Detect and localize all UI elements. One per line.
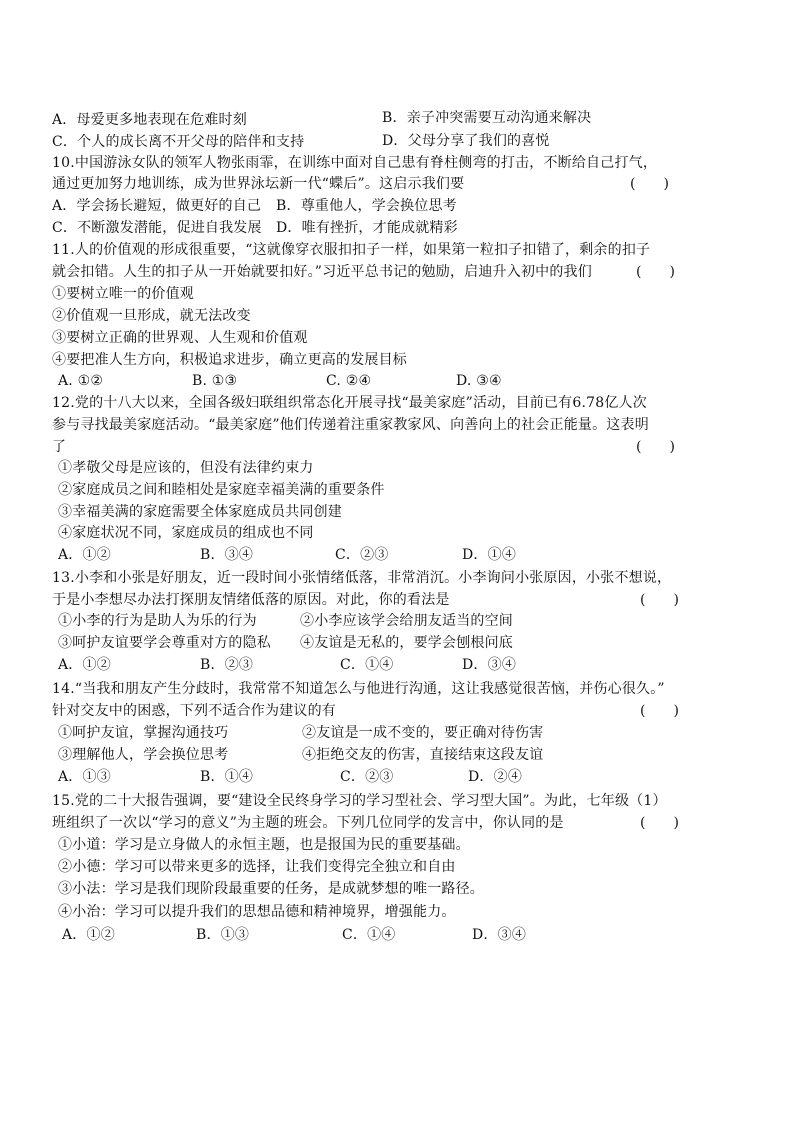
q12-statement-1: ①孝敬父母是应该的，但没有法律约束力 bbox=[58, 460, 314, 476]
q13-statement-4: ④友谊是无私的，要学会刨根问底 bbox=[300, 635, 513, 651]
q10-stem-line1: 10.中国游泳女队的领军人物张雨霏，在训练中面对自己患有脊柱侧弯的打击，不断给自己打气， bbox=[52, 155, 658, 171]
q13-statement-1: ①小李的行为是助人为乐的行为 bbox=[58, 613, 257, 629]
q15-statement-3: ③小法：学习是我们现阶段最重要的任务，是成就梦想的唯一路径。 bbox=[58, 881, 484, 897]
q13-option-c: C．①④ bbox=[340, 657, 394, 673]
q13-stem-line2: 于是小李想尽办法打探朋友情绪低落的原因。对此，你的看法是 bbox=[52, 592, 450, 608]
q9-option-b: B．亲子冲突需要互动沟通来解决 bbox=[382, 110, 592, 126]
q14-statement-4: ④拒绝交友的伤害，直接结束这段友谊 bbox=[302, 747, 544, 763]
q12-option-d: D．①④ bbox=[462, 547, 517, 563]
q12-statement-3: ③幸福美满的家庭需要全体家庭成员共同创建 bbox=[58, 504, 342, 520]
q14-statement-2: ②友谊是一成不变的，要正确对待伤害 bbox=[302, 725, 544, 741]
q10-option-a: A．学会扬长避短，做更好的自己 bbox=[52, 198, 262, 214]
q15-stem-line2: 班组织了一次以“学习的意义”为主题的班会。下列几位同学的发言中，你认同的是 bbox=[52, 815, 564, 831]
q11-stem-line1: 11.人的价值观的形成很重要，“这就像穿衣服扣扣子一样，如果第一粒扣子扣错了，剩余的扣子 bbox=[52, 242, 651, 258]
q11-answer-blank: ( ) bbox=[636, 264, 675, 280]
q9-option-d: D．父母分享了我们的喜悦 bbox=[382, 133, 550, 149]
q10-option-d: D．唯有挫折，才能成就精彩 bbox=[276, 220, 458, 236]
q9-option-a: A．母爱更多地表现在危难时刻 bbox=[52, 112, 247, 128]
q12-answer-blank: ( ) bbox=[636, 439, 675, 455]
q13-stem-line1: 13.小李和小张是好朋友，近一段时间小张情绪低落，非常消沉。小李询问小张原因，小张不想说， bbox=[52, 570, 672, 586]
q11-statement-1: ①要树立唯一的价值观 bbox=[52, 286, 194, 302]
q11-option-d: D. ③④ bbox=[456, 373, 502, 389]
q10-answer-blank: ( ) bbox=[630, 176, 669, 192]
q11-statement-3: ③要树立正确的世界观、人生观和价值观 bbox=[52, 330, 308, 346]
q14-option-a: A．①③ bbox=[58, 769, 111, 785]
q15-option-c: C．①④ bbox=[342, 927, 396, 943]
q14-statement-1: ①呵护友谊，掌握沟通技巧 bbox=[58, 725, 229, 741]
q15-answer-blank: ( ) bbox=[640, 815, 679, 831]
q10-stem-line2: 通过更加努力地训练，成为世界泳坛新一代“蝶后”。这启示我们要 bbox=[52, 176, 465, 192]
q10-option-c: C．不断激发潜能，促进自我发展 bbox=[52, 220, 262, 236]
q9-option-c: C．个人的成长离不开父母的陪伴和支持 bbox=[52, 134, 305, 150]
q13-answer-blank: ( ) bbox=[640, 592, 679, 608]
q15-statement-2: ②小德：学习可以带来更多的选择，让我们变得完全独立和自由 bbox=[58, 859, 456, 875]
q11-statement-2: ②价值观一旦形成，就无法改变 bbox=[52, 308, 251, 324]
q15-statement-1: ①小道：学习是立身做人的永恒主题，也是报国为民的重要基础。 bbox=[58, 837, 470, 853]
q10-option-b: B．尊重他人，学会换位思考 bbox=[276, 198, 457, 214]
q14-option-c: C．②③ bbox=[340, 769, 394, 785]
q12-statement-2: ②家庭成员之间和睦相处是家庭幸福美满的重要条件 bbox=[58, 482, 385, 498]
q11-option-b: B. ①③ bbox=[192, 373, 238, 389]
q13-statement-3: ③呵护友谊要学会尊重对方的隐私 bbox=[58, 635, 271, 651]
q12-option-b: B．③④ bbox=[200, 547, 254, 563]
q12-option-c: C．②③ bbox=[335, 547, 389, 563]
q13-option-b: B．②③ bbox=[200, 657, 254, 673]
q11-option-a: A. ①② bbox=[58, 373, 104, 389]
q14-answer-blank: ( ) bbox=[640, 703, 679, 719]
q11-statement-4: ④要把准人生方向，积极追求进步，确立更高的发展目标 bbox=[52, 352, 407, 368]
q14-stem-line1: 14.“当我和朋友产生分歧时，我常常不知道怎么与他进行沟通，这让我感觉很苦恼，并伤心很久。” bbox=[52, 681, 665, 697]
q12-statement-4: ④家庭状况不同，家庭成员的组成也不同 bbox=[58, 525, 314, 541]
q11-stem-line2: 就会扣错。人生的扣子从一开始就要扣好。”习近平总书记的勉励，启迪升入初中的我们 bbox=[52, 264, 592, 280]
q11-option-c: C. ②④ bbox=[326, 373, 372, 389]
q15-option-a: A．①② bbox=[62, 927, 115, 943]
q14-option-d: D．②④ bbox=[468, 769, 523, 785]
q13-option-a: A．①② bbox=[58, 657, 111, 673]
q13-option-d: D．③④ bbox=[462, 657, 517, 673]
q12-stem-line2: 参与寻找最美家庭活动。“最美家庭”他们传递着注重家教家风、向善向上的社会正能量。这表明 bbox=[52, 417, 649, 433]
q15-option-d: D．③④ bbox=[472, 927, 527, 943]
q15-stem-line1: 15.党的二十大报告强调，要“建设全民终身学习的学习型社会、学习型大国”。为此，七年级（1） bbox=[52, 793, 667, 809]
q15-option-b: B．①③ bbox=[196, 927, 250, 943]
q14-statement-3: ③理解他人，学会换位思考 bbox=[58, 747, 229, 763]
q15-statement-4: ④小治：学习可以提升我们的思想品德和精神境界，增强能力。 bbox=[58, 904, 456, 920]
q13-statement-2: ②小李应该学会给朋友适当的空间 bbox=[300, 613, 513, 629]
q12-option-a: A．①② bbox=[58, 547, 111, 563]
q12-stem-line3: 了 bbox=[52, 439, 67, 455]
q14-option-b: B．①④ bbox=[200, 769, 254, 785]
q12-stem-line1: 12.党的十八大以来，全国各级妇联组织常态化开展寻找“最美家庭”活动，目前已有6.78亿人次 bbox=[52, 395, 647, 411]
q14-stem-line2: 针对交友中的困惑，下列不适合作为建议的有 bbox=[52, 703, 336, 719]
